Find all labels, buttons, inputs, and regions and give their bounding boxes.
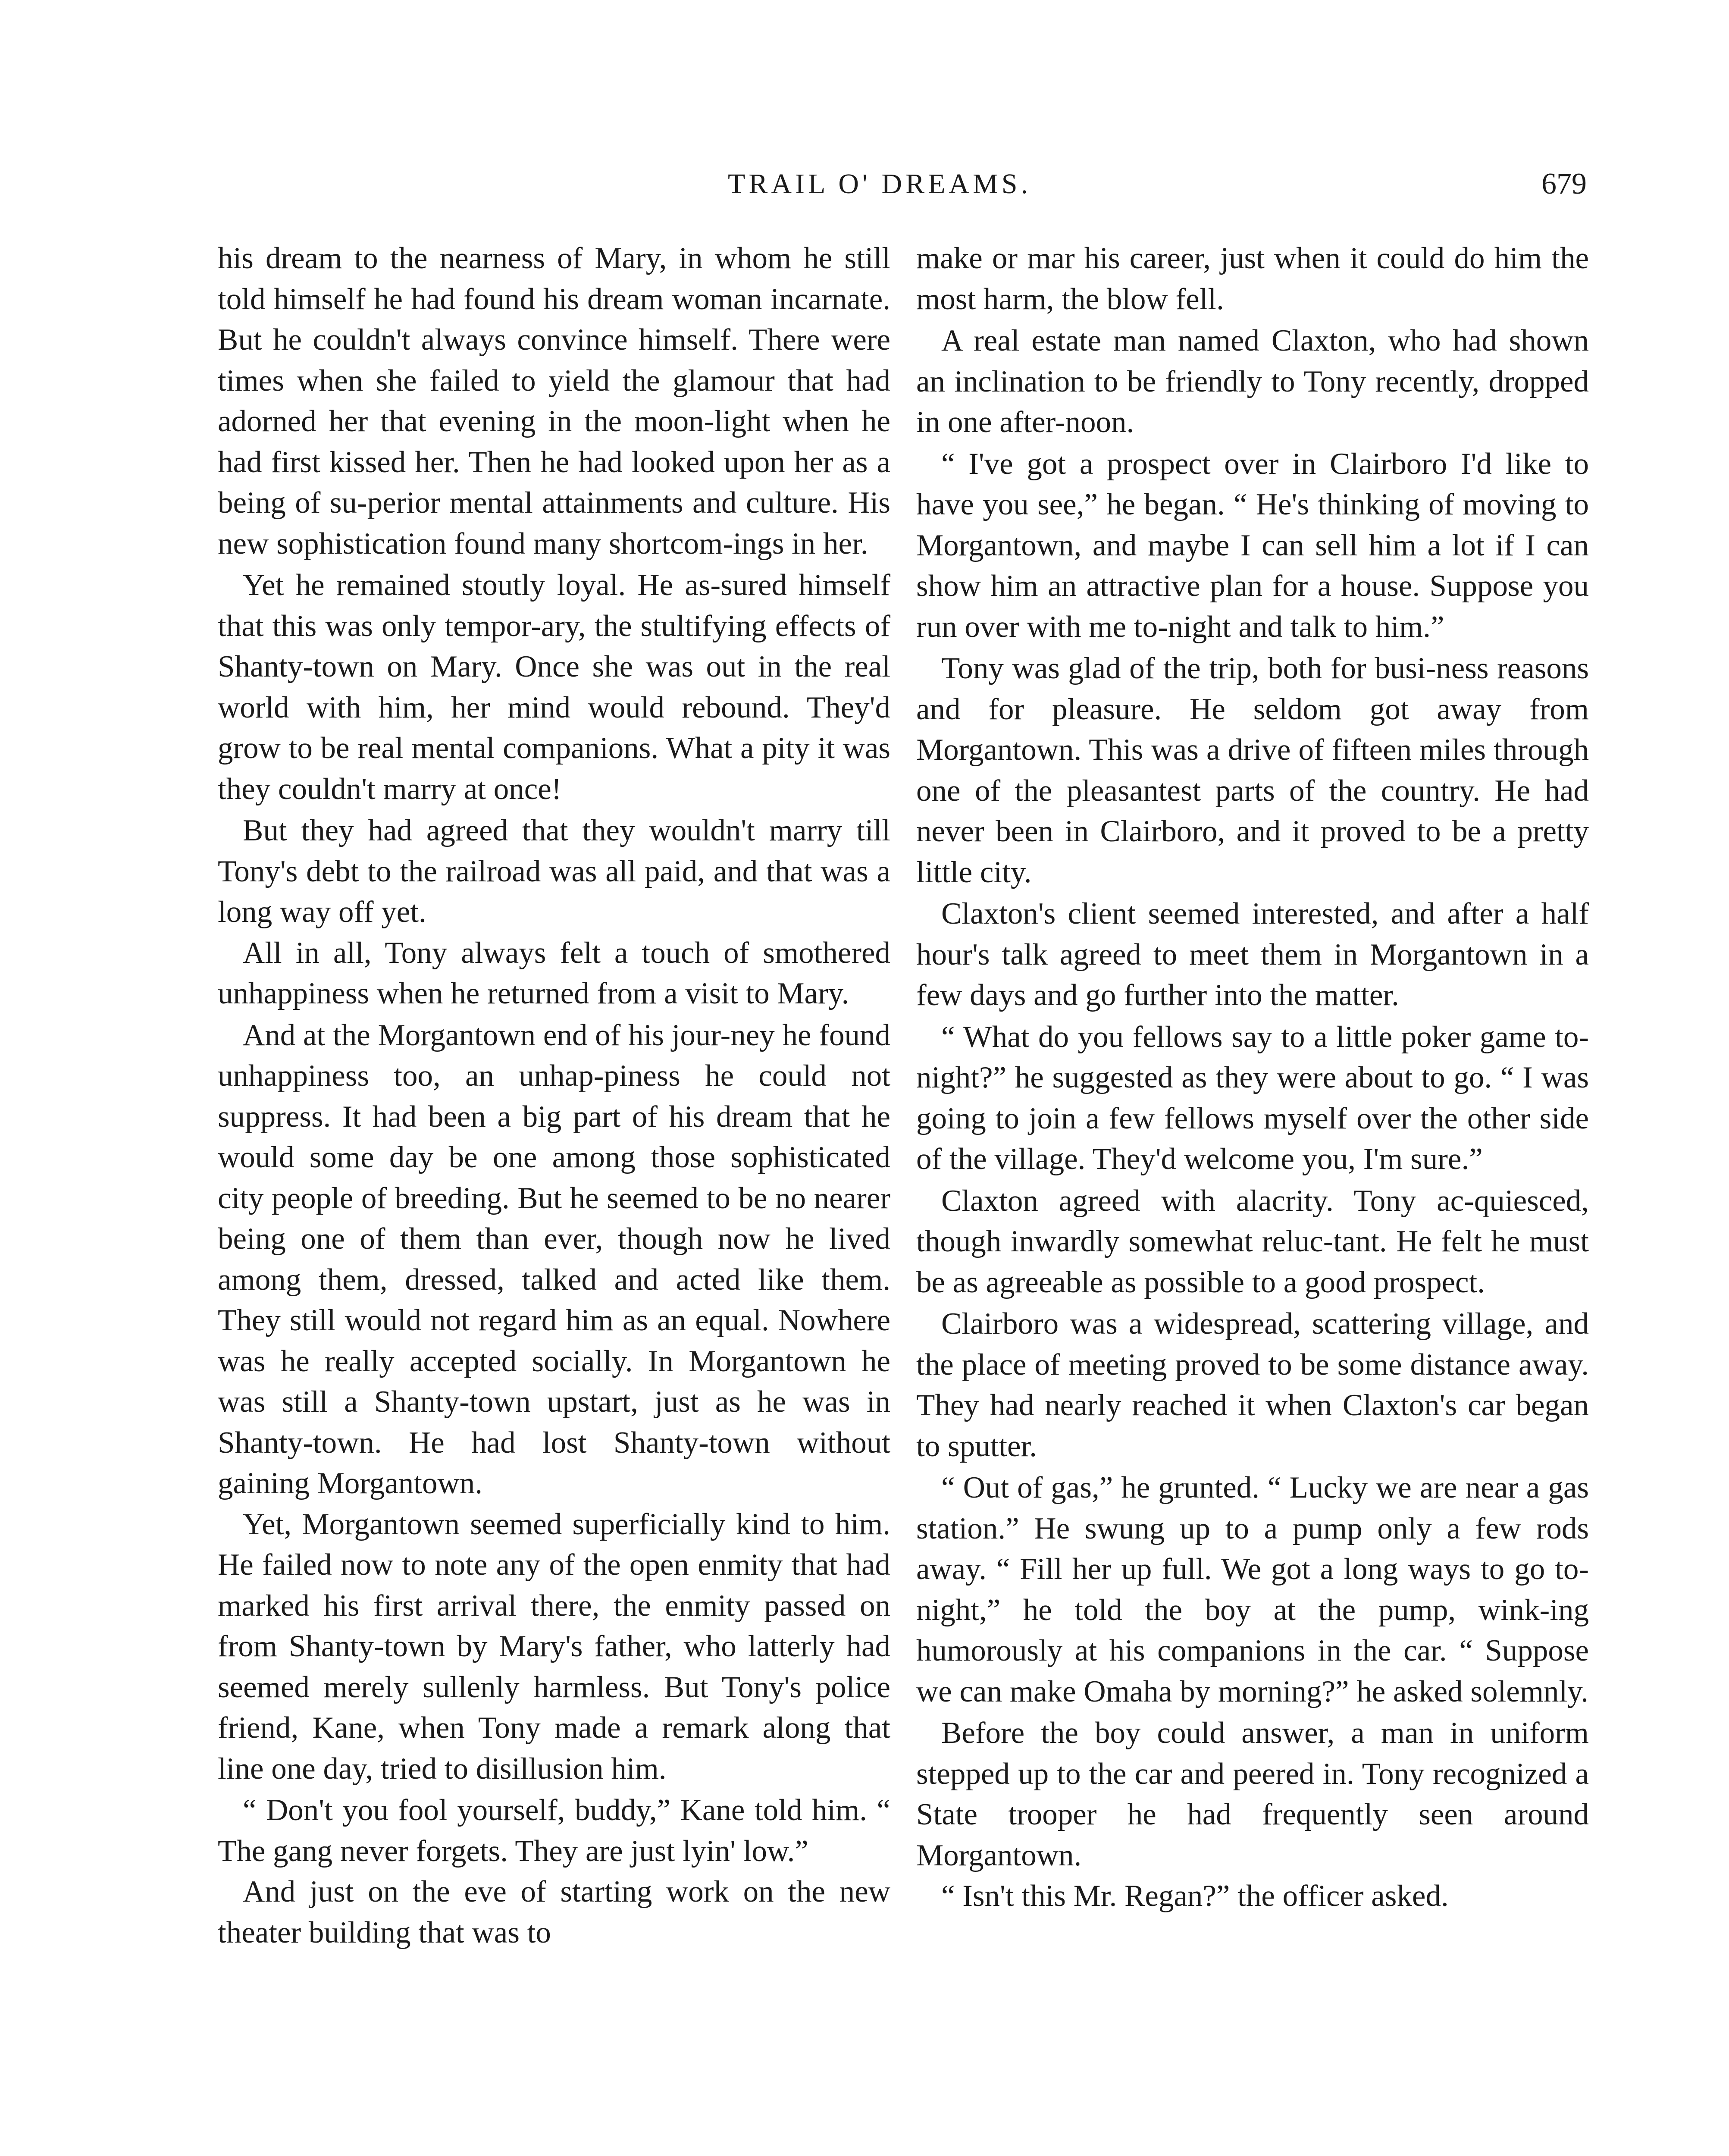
paragraph: “ Don't you fool yourself, buddy,” Kane told him. “ The gang never forgets. They are just lyin' low.” [218,1793,890,1868]
paragraph: Yet, Morgantown seemed superficially kind to him. He failed now to note any of the open enmity that had marked his first arrival there, the enmity passed on from Shanty-town by Mary's father, who latterly had seemed merely sullenly harmless. But Tony's police friend, Kane, when Tony made a remark along that line one day, tried to disillusion him. [218,1507,890,1786]
paragraph: Claxton agreed with alacrity. Tony ac-quiesced, though inwardly somewhat reluc-tant. He felt he must be as agreeable as possible to a good prospect. [916,1184,1589,1299]
page-number: 679 [1541,167,1587,201]
paragraph: Yet he remained stoutly loyal. He as-sured himself that this was only tempor-ary, the stultifying effects of Shanty-town on Mary. Once she was out in the real world with him, her mind would rebound. They'd grow to be real mental companions. What a pity it was they couldn't marry at once! [218,568,890,806]
paragraph: his dream to the nearness of Mary, in whom he still told himself he had found his dream woman incarnate. But he couldn't always convince himself. There were times when she failed to yield the glamour that had adorned her that evening in the moon-light when he had first kissed her. Then he had looked upon her as a being of su-perior mental attainments and culture. His new sophistication found many shortcom-ings in her. [218,241,890,561]
running-title: TRAIL O' DREAMS. [728,168,1031,200]
paragraph: Before the boy could answer, a man in uniform stepped up to the car and peered in. Tony recognized a State trooper he had frequently seen around Morgantown. [916,1716,1589,1872]
paragraph: Claxton's client seemed interested, and after a half hour's talk agreed to meet them in Morgantown in a few days and go further into the matter. [916,897,1589,1012]
paragraph: And just on the eve of starting work on the new theater building that was to [218,1875,890,1949]
left-column [218,238,890,1953]
paragraph: Tony was glad of the trip, both for busi-ness reasons and for pleasure. He seldom got away from Morgantown. This was a drive of fifteen miles through one of the pleasantest parts of the country. He had never been in Clairboro, and it proved to be a pretty little city. [916,652,1589,889]
right-column [916,238,1589,1917]
paragraph: Clairboro was a widespread, scattering village, and the place of meeting proved to be some distance away. They had nearly reached it when Claxton's car began to sputter. [916,1307,1589,1463]
running-header [0,165,1729,204]
paragraph: All in all, Tony always felt a touch of smothered unhappiness when he returned from a visit to Mary. [218,936,890,1010]
paragraph: And at the Morgantown end of his jour-ney he found unhappiness too, an unhap-piness he could not suppress. It had been a big part of his dream that he would some day be one among those sophisticated city people of breeding. But he seemed to be no nearer being one of them than ever, though now he lived among them, dressed, talked and acted like them. They still would not regard him as an equal. Nowhere was he really accepted socially. In Morgantown he was still a Shanty-town upstart, just as he was in Shanty-town. He had lost Shanty-town without gaining Morgantown. [218,1018,890,1500]
paragraph: But they had agreed that they wouldn't marry till Tony's debt to the railroad was all paid, and that was a long way off yet. [218,814,890,929]
paragraph: “ I've got a prospect over in Clairboro I'd like to have you see,” he began. “ He's thinking of moving to Morgantown, and maybe I can sell him a lot if I can show him an attractive plan for a house. Suppose you run over with me to-night and talk to him.” [916,447,1589,644]
paragraph: “ Out of gas,” he grunted. “ Lucky we are near a gas station.” He swung up to a pump only a few rods away. “ Fill her up full. We got a long ways to go to-night,” he told the boy at the pump, wink-ing humorously at his companions in the car. “ Suppose we can make Omaha by morning?” he asked solemnly. [916,1471,1589,1708]
paragraph: “ Isn't this Mr. Regan?” the officer asked. [941,1879,1449,1913]
paragraph: “ What do you fellows say to a little poker game to-night?” he suggested as they were about to go. “ I was going to join a few fellows myself over the other side of the village. They'd welcome you, I'm sure.” [916,1020,1589,1176]
paragraph: A real estate man named Claxton, who had shown an inclination to be friendly to Tony recently, dropped in one after-noon. [916,324,1589,439]
paragraph: make or mar his career, just when it could do him the most harm, the blow fell. [916,241,1589,316]
